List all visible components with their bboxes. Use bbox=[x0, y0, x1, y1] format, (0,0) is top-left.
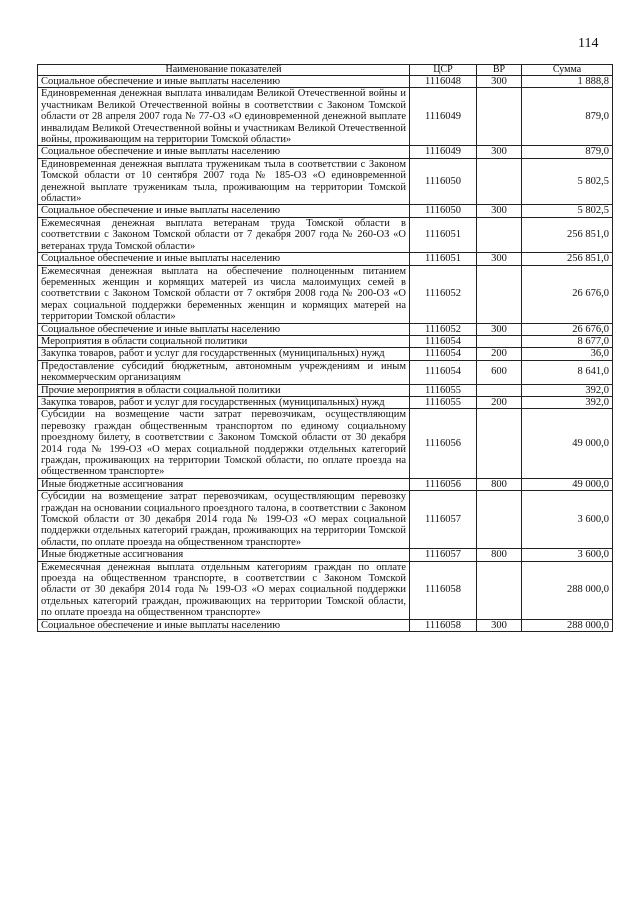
cell-vr: 800 bbox=[477, 478, 522, 490]
cell-csr: 1116055 bbox=[410, 384, 477, 396]
cell-csr: 1116051 bbox=[410, 253, 477, 265]
cell-sum: 879,0 bbox=[522, 146, 613, 158]
cell-name: Субсидии на возмещение затрат перевозчикам, осуществляющим перевозку граждан на основании социального проездного талона, в соответствии с Законом Томской области от 30 декабря 2014 года № 199-ОЗ «О мерах социальной поддержки отдельных категорий граждан, проживающих на территории Томской области, по оплате проезда на общественном транспорте» bbox=[38, 491, 410, 549]
cell-sum: 49 000,0 bbox=[522, 478, 613, 490]
cell-sum: 392,0 bbox=[522, 384, 613, 396]
table-row bbox=[38, 323, 613, 335]
table-row bbox=[38, 561, 613, 619]
cell-name: Субсидии на возмещение части затрат перевозчикам, осуществляющим перевозку граждан общественным транспортом по единому социальному проездному билету, в соответствии с Законом Томской области от 30 декабря 2014 года № 199-ОЗ «О мерах социальной поддержки отдельных категорий граждан, проживающих на территории Томской области, по оплате проезда на общественном транспорте» bbox=[38, 409, 410, 478]
table-row bbox=[38, 549, 613, 561]
header-name: Наименование показателей bbox=[38, 65, 410, 76]
cell-sum: 288 000,0 bbox=[522, 619, 613, 631]
table-row bbox=[38, 360, 613, 384]
header-csr: ЦСР bbox=[410, 65, 477, 76]
table-row bbox=[38, 88, 613, 146]
cell-name: Социальное обеспечение и иные выплаты населению bbox=[38, 619, 410, 631]
cell-name: Ежемесячная денежная выплата на обеспечение полноценным питанием беременных женщин и кормящих матерей из числа малоимущих семей в соответствии с Законом Томской области от 7 октября 2008 года № 200-ОЗ «О мерах социальной поддержки беременных женщин и кормящих матерей на территории Томской области» bbox=[38, 265, 410, 323]
cell-name: Прочие мероприятия в области социальной политики bbox=[38, 384, 410, 396]
cell-name: Социальное обеспечение и иные выплаты населению bbox=[38, 146, 410, 158]
cell-csr: 1116048 bbox=[410, 76, 477, 88]
cell-sum: 49 000,0 bbox=[522, 409, 613, 478]
cell-csr: 1116052 bbox=[410, 323, 477, 335]
cell-sum: 288 000,0 bbox=[522, 561, 613, 619]
cell-name: Ежемесячная денежная выплата отдельным категориям граждан по оплате проезда на общественном транспорте, в соответствии с Законом Томской области от 30 декабря 2014 года № 199-ОЗ «О мерах социальной поддержки отдельных категорий граждан, проживающих на территории Томской области, по оплате проезда на общественном транспорте» bbox=[38, 561, 410, 619]
cell-vr: 300 bbox=[477, 146, 522, 158]
cell-name: Ежемесячная денежная выплата ветеранам труда Томской области в соответствии с Законом Томской области от 7 декабря 2007 года № 260-ОЗ «О ветеранах труда Томской области» bbox=[38, 217, 410, 252]
table-row bbox=[38, 76, 613, 88]
cell-vr bbox=[477, 561, 522, 619]
cell-sum: 392,0 bbox=[522, 396, 613, 408]
table-row bbox=[38, 348, 613, 360]
cell-vr bbox=[477, 158, 522, 205]
cell-name: Предоставление субсидий бюджетным, автономным учреждениям и иным некоммерческим организациям bbox=[38, 360, 410, 384]
cell-csr: 1116049 bbox=[410, 146, 477, 158]
cell-name: Социальное обеспечение и иные выплаты населению bbox=[38, 76, 410, 88]
cell-name: Мероприятия в области социальной политики bbox=[38, 335, 410, 347]
cell-sum: 8 677,0 bbox=[522, 335, 613, 347]
cell-sum: 8 641,0 bbox=[522, 360, 613, 384]
cell-vr bbox=[477, 335, 522, 347]
header-sum: Сумма bbox=[522, 65, 613, 76]
cell-vr: 200 bbox=[477, 396, 522, 408]
cell-csr: 1116057 bbox=[410, 491, 477, 549]
cell-csr: 1116057 bbox=[410, 549, 477, 561]
cell-sum: 26 676,0 bbox=[522, 323, 613, 335]
cell-vr: 300 bbox=[477, 205, 522, 217]
table-row bbox=[38, 253, 613, 265]
cell-name: Иные бюджетные ассигнования bbox=[38, 478, 410, 490]
table-row bbox=[38, 335, 613, 347]
cell-csr: 1116050 bbox=[410, 158, 477, 205]
table-row bbox=[38, 619, 613, 631]
table-row bbox=[38, 478, 613, 490]
cell-name: Социальное обеспечение и иные выплаты населению bbox=[38, 253, 410, 265]
cell-csr: 1116049 bbox=[410, 88, 477, 146]
table-row bbox=[38, 265, 613, 323]
cell-csr: 1116050 bbox=[410, 205, 477, 217]
cell-sum: 256 851,0 bbox=[522, 217, 613, 252]
cell-name: Закупка товаров, работ и услуг для государственных (муниципальных) нужд bbox=[38, 396, 410, 408]
cell-name: Социальное обеспечение и иные выплаты населению bbox=[38, 323, 410, 335]
cell-sum: 5 802,5 bbox=[522, 205, 613, 217]
cell-vr: 300 bbox=[477, 619, 522, 631]
cell-csr: 1116056 bbox=[410, 478, 477, 490]
cell-vr: 300 bbox=[477, 76, 522, 88]
cell-sum: 26 676,0 bbox=[522, 265, 613, 323]
cell-csr: 1116054 bbox=[410, 335, 477, 347]
cell-sum: 3 600,0 bbox=[522, 549, 613, 561]
cell-csr: 1116054 bbox=[410, 348, 477, 360]
cell-sum: 1 888,8 bbox=[522, 76, 613, 88]
cell-sum: 5 802,5 bbox=[522, 158, 613, 205]
cell-vr: 300 bbox=[477, 323, 522, 335]
table-row bbox=[38, 384, 613, 396]
cell-vr bbox=[477, 384, 522, 396]
cell-csr: 1116058 bbox=[410, 561, 477, 619]
table-row bbox=[38, 491, 613, 549]
table-row bbox=[38, 396, 613, 408]
cell-csr: 1116056 bbox=[410, 409, 477, 478]
table-row bbox=[38, 158, 613, 205]
cell-sum: 256 851,0 bbox=[522, 253, 613, 265]
cell-csr: 1116054 bbox=[410, 360, 477, 384]
cell-vr: 300 bbox=[477, 253, 522, 265]
cell-name: Социальное обеспечение и иные выплаты населению bbox=[38, 205, 410, 217]
cell-csr: 1116052 bbox=[410, 265, 477, 323]
cell-csr: 1116055 bbox=[410, 396, 477, 408]
cell-vr bbox=[477, 88, 522, 146]
cell-name: Единовременная денежная выплата труженикам тыла в соответствии с Законом Томской области от 10 сентября 2007 года № 185-ОЗ «О единовременной денежной выплате труженикам тыла, проживающим на территории Томской области» bbox=[38, 158, 410, 205]
table-row bbox=[38, 146, 613, 158]
cell-sum: 879,0 bbox=[522, 88, 613, 146]
cell-csr: 1116051 bbox=[410, 217, 477, 252]
table-row bbox=[38, 217, 613, 252]
cell-vr bbox=[477, 217, 522, 252]
cell-name: Иные бюджетные ассигнования bbox=[38, 549, 410, 561]
page-number: 114 bbox=[578, 36, 599, 51]
table-header-row bbox=[38, 65, 613, 76]
cell-sum: 3 600,0 bbox=[522, 491, 613, 549]
cell-vr: 600 bbox=[477, 360, 522, 384]
cell-vr bbox=[477, 409, 522, 478]
budget-table bbox=[37, 64, 613, 632]
cell-csr: 1116058 bbox=[410, 619, 477, 631]
header-vr: ВР bbox=[477, 65, 522, 76]
cell-name: Единовременная денежная выплата инвалидам Великой Отечественной войны и участникам Великой Отечественной войны в соответствии с Законом Томской области от 28 апреля 2007 года № 77-ОЗ «О единовременной денежной выплате инвалидам Великой Отечественной войны и участникам Великой Отечественной войны, проживающим на территории Томской области» bbox=[38, 88, 410, 146]
cell-sum: 36,0 bbox=[522, 348, 613, 360]
cell-name: Закупка товаров, работ и услуг для государственных (муниципальных) нужд bbox=[38, 348, 410, 360]
table-row bbox=[38, 205, 613, 217]
cell-vr bbox=[477, 265, 522, 323]
cell-vr bbox=[477, 491, 522, 549]
cell-vr: 800 bbox=[477, 549, 522, 561]
table-row bbox=[38, 409, 613, 478]
cell-vr: 200 bbox=[477, 348, 522, 360]
